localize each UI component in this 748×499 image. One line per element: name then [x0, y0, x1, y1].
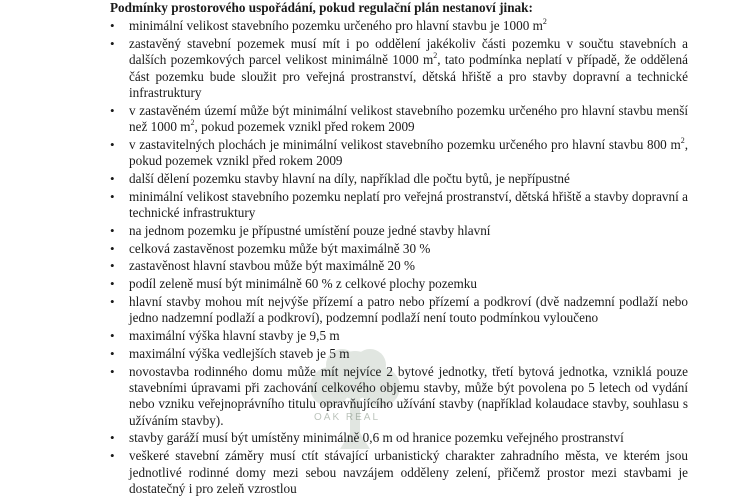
item-text: veškeré stavební záměry musí ctít stávající urbanistický charakter zahradního města, ve kterém jsou jednotlivé rodinné domy mezi sebou navzájem odděleny zelení, přičemž prostor mezi stavbami je dostatečný i pro zeleň vzrostlou — [129, 448, 688, 496]
document-body — [110, 0, 688, 499]
item-superscript: 2 — [190, 118, 195, 128]
item-text-continued: , pokud pozemek vznikl před rokem 2009 — [129, 136, 688, 169]
item-text-continued: , tato podmínka neplatí v případě, že oddělená část pozemku bude sloužit pro veřejná prostranství, dětská hřiště a pro stavby dopravní a technické infrastruktury — [129, 52, 688, 100]
list-item — [110, 171, 688, 187]
list-item — [110, 276, 688, 292]
list-item — [110, 364, 688, 429]
section-heading: Podmínky prostorového uspořádání, pokud regulační plán nestanoví jinak: — [110, 0, 533, 15]
watermark-text: OAK REAL — [314, 412, 381, 423]
item-superscript: 2 — [542, 17, 547, 27]
list-item — [110, 346, 688, 362]
item-text: maximální výška vedlejších staveb je 5 m — [129, 345, 350, 361]
item-text: v zastavěném území může být minimální velikost stavebního pozemku určeného pro hlavní stavbu menší než 1000 m — [129, 102, 688, 135]
item-text: minimální velikost stavebního pozemku neplatí pro veřejná prostranství, dětská hřiště a stavby dopravní a technické infrastruktury — [129, 188, 688, 221]
item-superscript: 2 — [680, 135, 685, 145]
item-text: podíl zeleně musí být minimálně 60 % z celkové plochy pozemku — [129, 276, 477, 292]
list-item — [110, 241, 688, 257]
list-item — [110, 223, 688, 239]
list-item — [110, 430, 688, 446]
item-text: celková zastavěnost pozemku může být maximálně 30 % — [129, 240, 431, 256]
list-item — [110, 18, 688, 34]
list-item — [110, 36, 688, 101]
item-text: další dělení pozemku stavby hlavní na díly, například dle počtu bytů, je nepřípustné — [129, 170, 570, 186]
item-text: zastavěnost hlavní stavbou může být maximálně 20 % — [129, 258, 416, 274]
conditions-list — [110, 18, 688, 497]
list-item — [110, 103, 688, 136]
list-item — [110, 448, 688, 497]
item-text: zastavěný stavební pozemek musí mít i po oddělení jakékoliv části pozemku v součtu stavebních a dalších pozemkových parcel velikost minimálně 1000 m — [129, 36, 688, 68]
item-text: hlavní stavby mohou mít nejvýše přízemí a patro nebo přízemí a podkroví (dvě nadzemní podlaží nebo jedno nadzemní podlaží a podkroví), podzemní podlaží není touto podmínkou vyloučeno — [129, 294, 688, 326]
item-text: novostavba rodinného domu může mít nejvíce 2 bytové jednotky, třetí bytová jednotka, vzniklá pouze stavebními úpravami při zachování celkového objemu stavby, může být povolena po 5 letech od vydání nebo vzniku veřejnoprávního titulu opravňujícího užívání stavby (například kolaudace stavby, souhlasu s užíváním stavby). — [129, 363, 688, 428]
item-superscript: 2 — [433, 51, 438, 61]
list-item — [110, 258, 688, 274]
item-text-continued: , pokud pozemek vznikl před rokem 2009 — [194, 119, 415, 135]
item-text: minimální velikost stavebního pozemku určeného pro hlavní stavbu je 1000 m — [129, 18, 543, 34]
list-item — [110, 328, 688, 344]
list-item — [110, 294, 688, 327]
list-item — [110, 137, 688, 170]
item-text: maximální výška hlavní stavby je 9,5 m — [129, 328, 340, 344]
item-text: na jednom pozemku je přípustné umístění pouze jedné stavby hlavní — [129, 222, 491, 238]
item-text: stavby garáží musí být umístěny minimálně 0,6 m od hranice pozemku veřejného prostranství — [129, 430, 624, 446]
item-text: v zastavitelných plochách je minimální velikost stavebního pozemku určeného pro hlavní stavbu 800 m — [129, 136, 681, 152]
list-item — [110, 189, 688, 222]
